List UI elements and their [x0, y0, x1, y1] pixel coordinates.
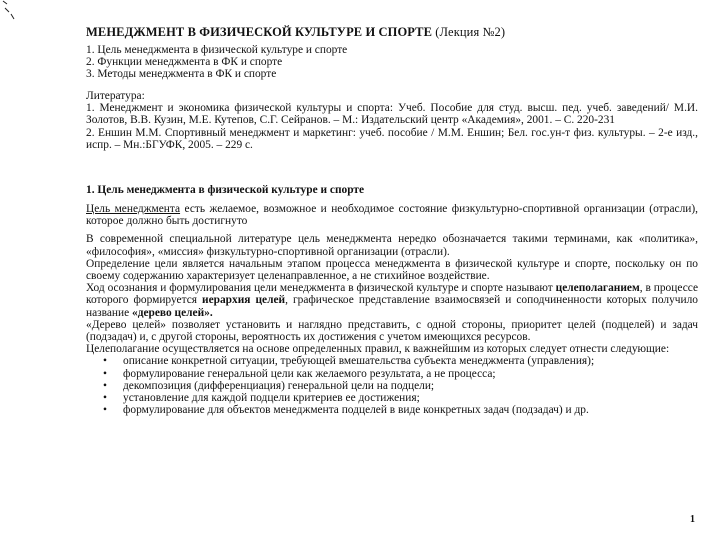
section-body — [86, 203, 698, 416]
literature-item: 1. Менеджмент и экономика физической культуры и спорта: Учеб. Пособие для студ. высш. пед. учеб. заведений/ М.И. Золотов, В.В. Кузин, М.Е. Кутепов, С.Г. Сейранов. – М.: Издательский центр «Академия», 2001. – С. 220-231 — [86, 102, 698, 127]
bullet-icon: • — [103, 392, 107, 405]
paragraph: В современной специальной литературе цель менеджмента нередко обозначается такими терминами, как «политика», «философия», «миссия» физкультурно-спортивной организации (отрасли). — [86, 233, 698, 258]
bullet-icon: • — [103, 367, 107, 380]
list-item: • формулирование генеральной цели как желаемого результата, а не процесса; — [103, 367, 496, 380]
title-main: МЕНЕДЖМЕНТ В ФИЗИЧЕСКОЙ КУЛЬТУРЕ И СПОРТЕ — [86, 25, 433, 39]
rules-list — [86, 355, 698, 416]
term-goal: Цель менеджмента — [86, 203, 181, 215]
page-number: 1 — [690, 514, 695, 525]
paragraph: Ход осознания и формулирования цели менеджмента в физической культуре и спорте называют целеполаганием, в процессе которого формируется иерархия целей, графическое представление взаимосвязей и соподчиненности которых получило название «дерево целей». — [86, 282, 698, 319]
bullet-icon: • — [103, 379, 107, 392]
list-item: • установление для каждой подцели критериев ее достижения; — [103, 392, 420, 405]
list-item: • формулирование для объектов менеджмента подцелей в виде конкретных задач (подзадач) и др. — [103, 404, 589, 417]
paragraph-definition: Цель менеджмента есть желаемое, возможное и необходимое состояние физкультурно-спортивной организации (отрасли), которое должно быть достигнуто — [86, 203, 698, 228]
literature-list — [86, 90, 698, 151]
paragraph: Определение цели является начальным этапом процесса менеджмента в физической культуре и спорте, поскольку он по своему содержанию характеризует целенаправленное, а не стихийное воздействие. — [86, 257, 698, 283]
lecture-number: (Лекция №2) — [435, 25, 506, 39]
literature-heading: Литература: — [86, 90, 145, 102]
toc-item: 3. Методы менеджмента в ФК и спорте — [86, 68, 277, 81]
literature-item: 2. Еншин М.М. Спортивный менеджмент и маркетинг: учеб. пособие / М.М. Еншин; Бел. гос.ун-т физ. культуры. – 2-е изд., испр. – Мн.:БГУФК, 2005. – 229 с. — [86, 126, 698, 151]
toc-item: 2. Функции менеджмента в ФК и спорте — [86, 56, 283, 69]
paragraph: Целеполагание осуществляется на основе определенных правил, к важнейшим из которых следует отнести следующие: — [86, 343, 670, 356]
table-of-contents — [86, 44, 698, 81]
document-title — [86, 25, 706, 40]
bullet-icon: • — [103, 404, 107, 417]
paragraph: «Дерево целей» позволяет установить и наглядно представить, с одной стороны, приоритет целей (подцелей) и задач (подзадач) и, с другой стороны, вероятность их достижения с учетом имеющихся ресурсов. — [86, 318, 698, 344]
bullet-icon: • — [103, 355, 107, 368]
corner-mark — [2, 0, 16, 24]
section-heading: 1. Цель менеджмента в физической культуре и спорте — [86, 184, 365, 196]
term-goal-hierarchy: иерархия целей — [202, 294, 286, 307]
list-item: • описание конкретной ситуации, требующей вмешательства субъекта менеджмента (управления); — [103, 355, 595, 368]
term-goal-setting: целеполаганием — [555, 282, 640, 295]
list-item: • декомпозиция (дифференциация) генеральной цели на подцели; — [103, 379, 435, 392]
toc-item: 1. Цель менеджмента в физической культуре и спорте — [86, 44, 348, 56]
term-goal-tree: «дерево целей». — [132, 306, 213, 319]
